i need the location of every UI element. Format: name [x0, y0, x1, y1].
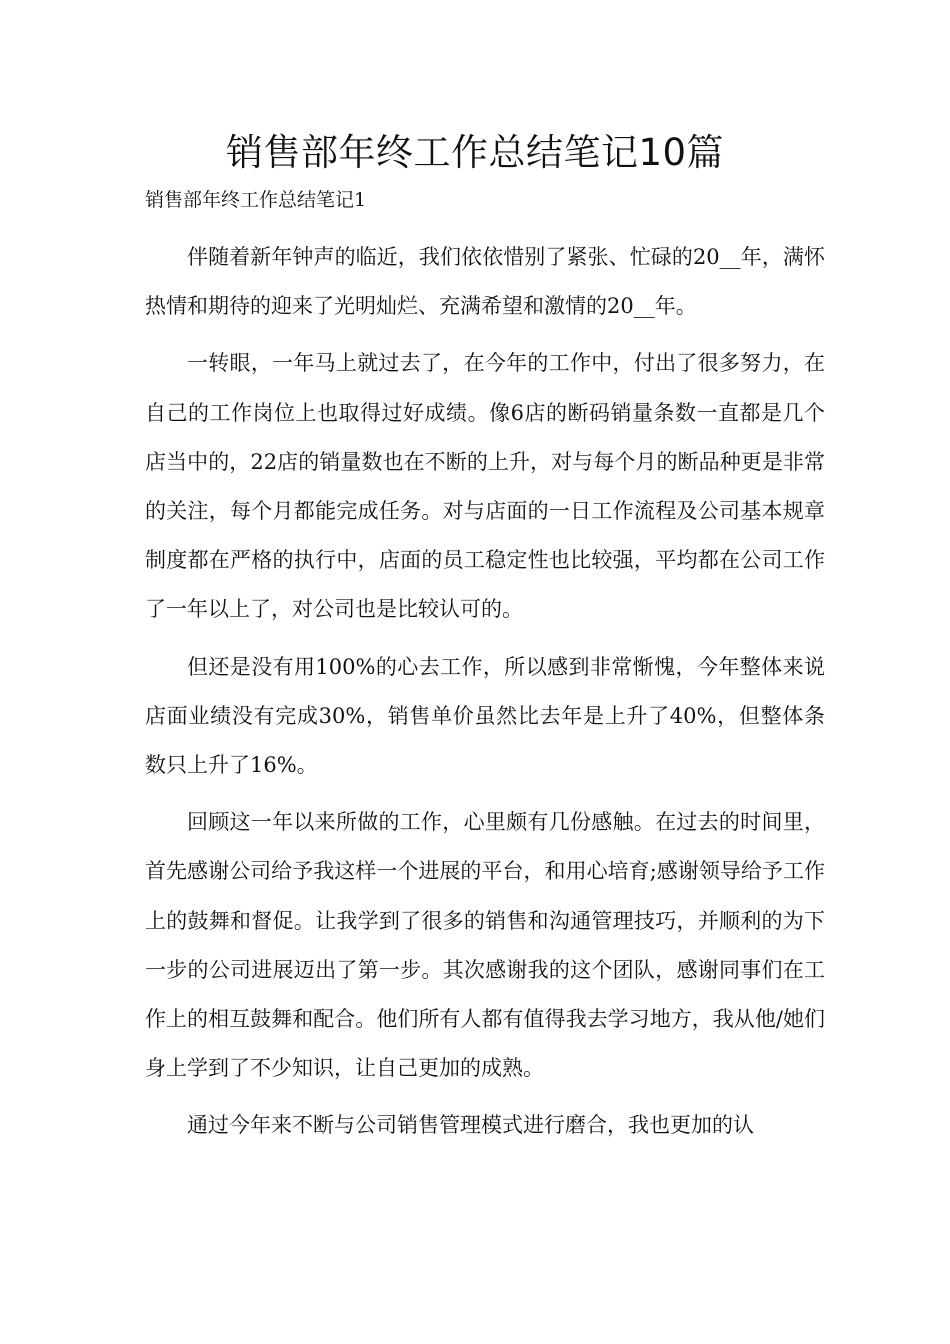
document-title: 销售部年终工作总结笔记10篇	[225, 131, 725, 174]
paragraph: 伴随着新年钟声的临近，我们依依惜别了紧张、忙碌的20__年，满怀热情和期待的迎来了光明灿烂、充满希望和激情的20__年。	[145, 245, 825, 319]
paragraph: 一转眼，一年马上就过去了，在今年的工作中，付出了很多努力，在自己的工作岗位上也取得过好成绩。像6店的断码销量条数一直都是几个店当中的，22店的销量数也在不断的上升，对与每个月的断品种更是非常的关注，每个月都能完成任务。对与店面的一日工作流程及公司基本规章制度都在严格的执行中，店面的员工稳定性也比较强，平均都在公司工作了一年以上了，对公司也是比较认可的。	[145, 351, 825, 622]
paragraph: 但还是没有用100%的心去工作，所以感到非常惭愧，今年整体来说店面业绩没有完成30%，销售单价虽然比去年是上升了40%，但整体条数只上升了16%。	[145, 654, 825, 778]
paragraph: 回顾这一年以来所做的工作，心里颇有几份感触。在过去的时间里，首先感谢公司给予我这样一个进展的平台，和用心培育;感谢领导给予工作上的鼓舞和督促。让我学到了很多的销售和沟通管理技巧，并顺利的为下一步的公司进展迈出了第一步。其次感谢我的这个团队，感谢同事们在工作上的相互鼓舞和配合。他们所有人都有值得我去学习地方，我从他/她们身上学到了不少知识，让自己更加的成熟。	[145, 810, 825, 1081]
section-heading: 销售部年终工作总结笔记1	[145, 189, 367, 211]
paragraph: 通过今年来不断与公司销售管理模式进行磨合，我也更加的认	[187, 1113, 754, 1138]
document-body	[145, 233, 825, 1159]
